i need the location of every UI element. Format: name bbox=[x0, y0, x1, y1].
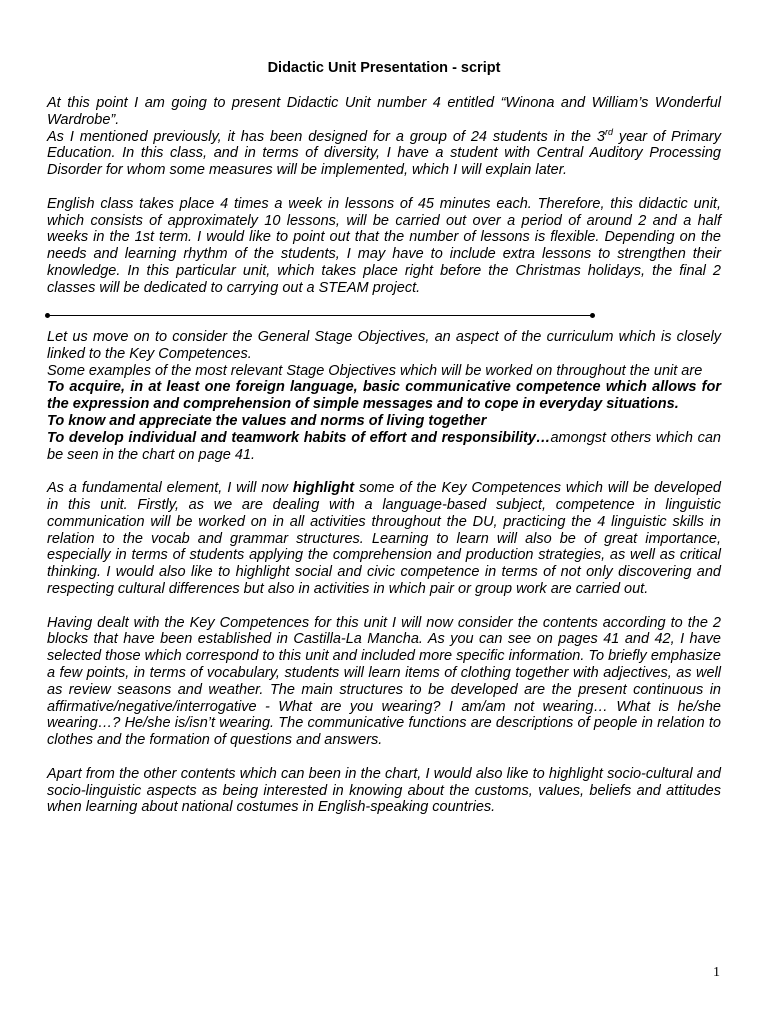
page-number: 1 bbox=[713, 965, 720, 980]
divider-right-dot bbox=[590, 313, 595, 318]
paragraph-timing: English class takes place 4 times a week in lessons of 45 minutes each. Therefore, this didactic unit, which consists of approximately 10 lessons, will be carried out over a period of around 2 and a half weeks in the 1st term. I would like to point out that the number of lessons is flexible. Depending on the needs and learning rhythm of the students, I may have to include extra lessons to strengthen their knowledge. In this particular unit, which takes place right before the Christmas holidays, the final 2 classes will be dedicated to carrying out a STEAM project. bbox=[47, 195, 721, 296]
paragraph-group-info bbox=[47, 126, 721, 179]
paragraph-objectives-examples: Some examples of the most relevant Stage Objectives which will be worked on throughout the unit are bbox=[47, 362, 703, 379]
competences-text-end: some of the Key Competences which will be developed in this unit. Firstly, as we are dealing with a language-based subject, competence in linguistic communication will be worked on in all activities throughout the DU, practicing the 4 linguistic skills in relation to the vocab and grammar structures. Learning to learn will also be of great importance, especially in terms of students applying the comprehension and production strategies, as well as critical thinking. I would also like to highlight social and civic competence in terms of not only discovering and respecting cultural differences but also in activities in which pair or group work are carried out. bbox=[47, 480, 721, 597]
section-intro bbox=[47, 95, 721, 297]
highlight-word: highlight bbox=[292, 480, 355, 497]
paragraph-contents: Having dealt with the Key Competences for this unit I will now consider the contents according to the 2 blocks that have been established in Castilla-La Mancha. As you can see on pages 41 and 42, I have selected those which correspond to this unit and included more specific information. To briefly emphasize a few points, in terms of vocabulary, students will learn items of clothing together with adjectives, as well as review seasons and weather. The main structures to be developed are the present continuous in affirmative/negative/interrogative - What are you wearing? I am/am not wearing… What is he/she wearing…? He/she is/isn’t wearing. The communicative functions are descriptions of people in relation to clothes and the formation of questions and answers. bbox=[47, 614, 721, 749]
objective-2: To know and appreciate the values and norms of living together bbox=[47, 412, 487, 429]
group-text-end: year of Primary Education. In this class, and in terms of diversity, I have a student with Central Auditory Processing Disorder for whom some measures will be implemented, which I will explain later. bbox=[47, 128, 721, 179]
divider-left-dot bbox=[45, 313, 50, 318]
objective-1: To acquire, in at least one foreign language, basic communicative competence which allows for the expression and comprehension of simple messages and to cope in everyday situations. bbox=[47, 379, 721, 413]
objective-3: To develop individual and teamwork habits of effort and responsibility… bbox=[47, 429, 551, 446]
objective-3-line bbox=[47, 430, 721, 464]
page-title: Didactic Unit Presentation - script bbox=[267, 60, 501, 76]
paragraph-stage-objectives: Let us move on to consider the General Stage Objectives, an aspect of the curriculum which is closely linked to the Key Competences. bbox=[47, 329, 721, 362]
competences-text-start: As a fundamental element, I will now bbox=[47, 480, 293, 497]
paragraph-unit-intro bbox=[47, 95, 721, 129]
group-text-start: As I mentioned previously, it has been designed for a group of 24 students in the 3 bbox=[47, 128, 605, 145]
paragraph-socio-cultural: Apart from the other contents which can been in the chart, I would also like to highlight socio-cultural and socio-linguistic aspects as being interested in knowing about the customs, values, beliefs and attitudes when learning about national costumes in English-speaking countries. bbox=[47, 765, 721, 816]
ordinal-superscript: rd bbox=[604, 126, 613, 137]
paragraph-key-competences bbox=[47, 480, 721, 598]
section-divider bbox=[47, 315, 593, 316]
section-objectives bbox=[47, 329, 721, 816]
unit-title-sentence: At this point I am going to present Didactic Unit number 4 entitled “Winona and William’s Wonderful Wardrobe”. bbox=[47, 95, 721, 128]
objective-3-tail: amongst others which can be seen in the chart on page 41. bbox=[47, 429, 722, 463]
